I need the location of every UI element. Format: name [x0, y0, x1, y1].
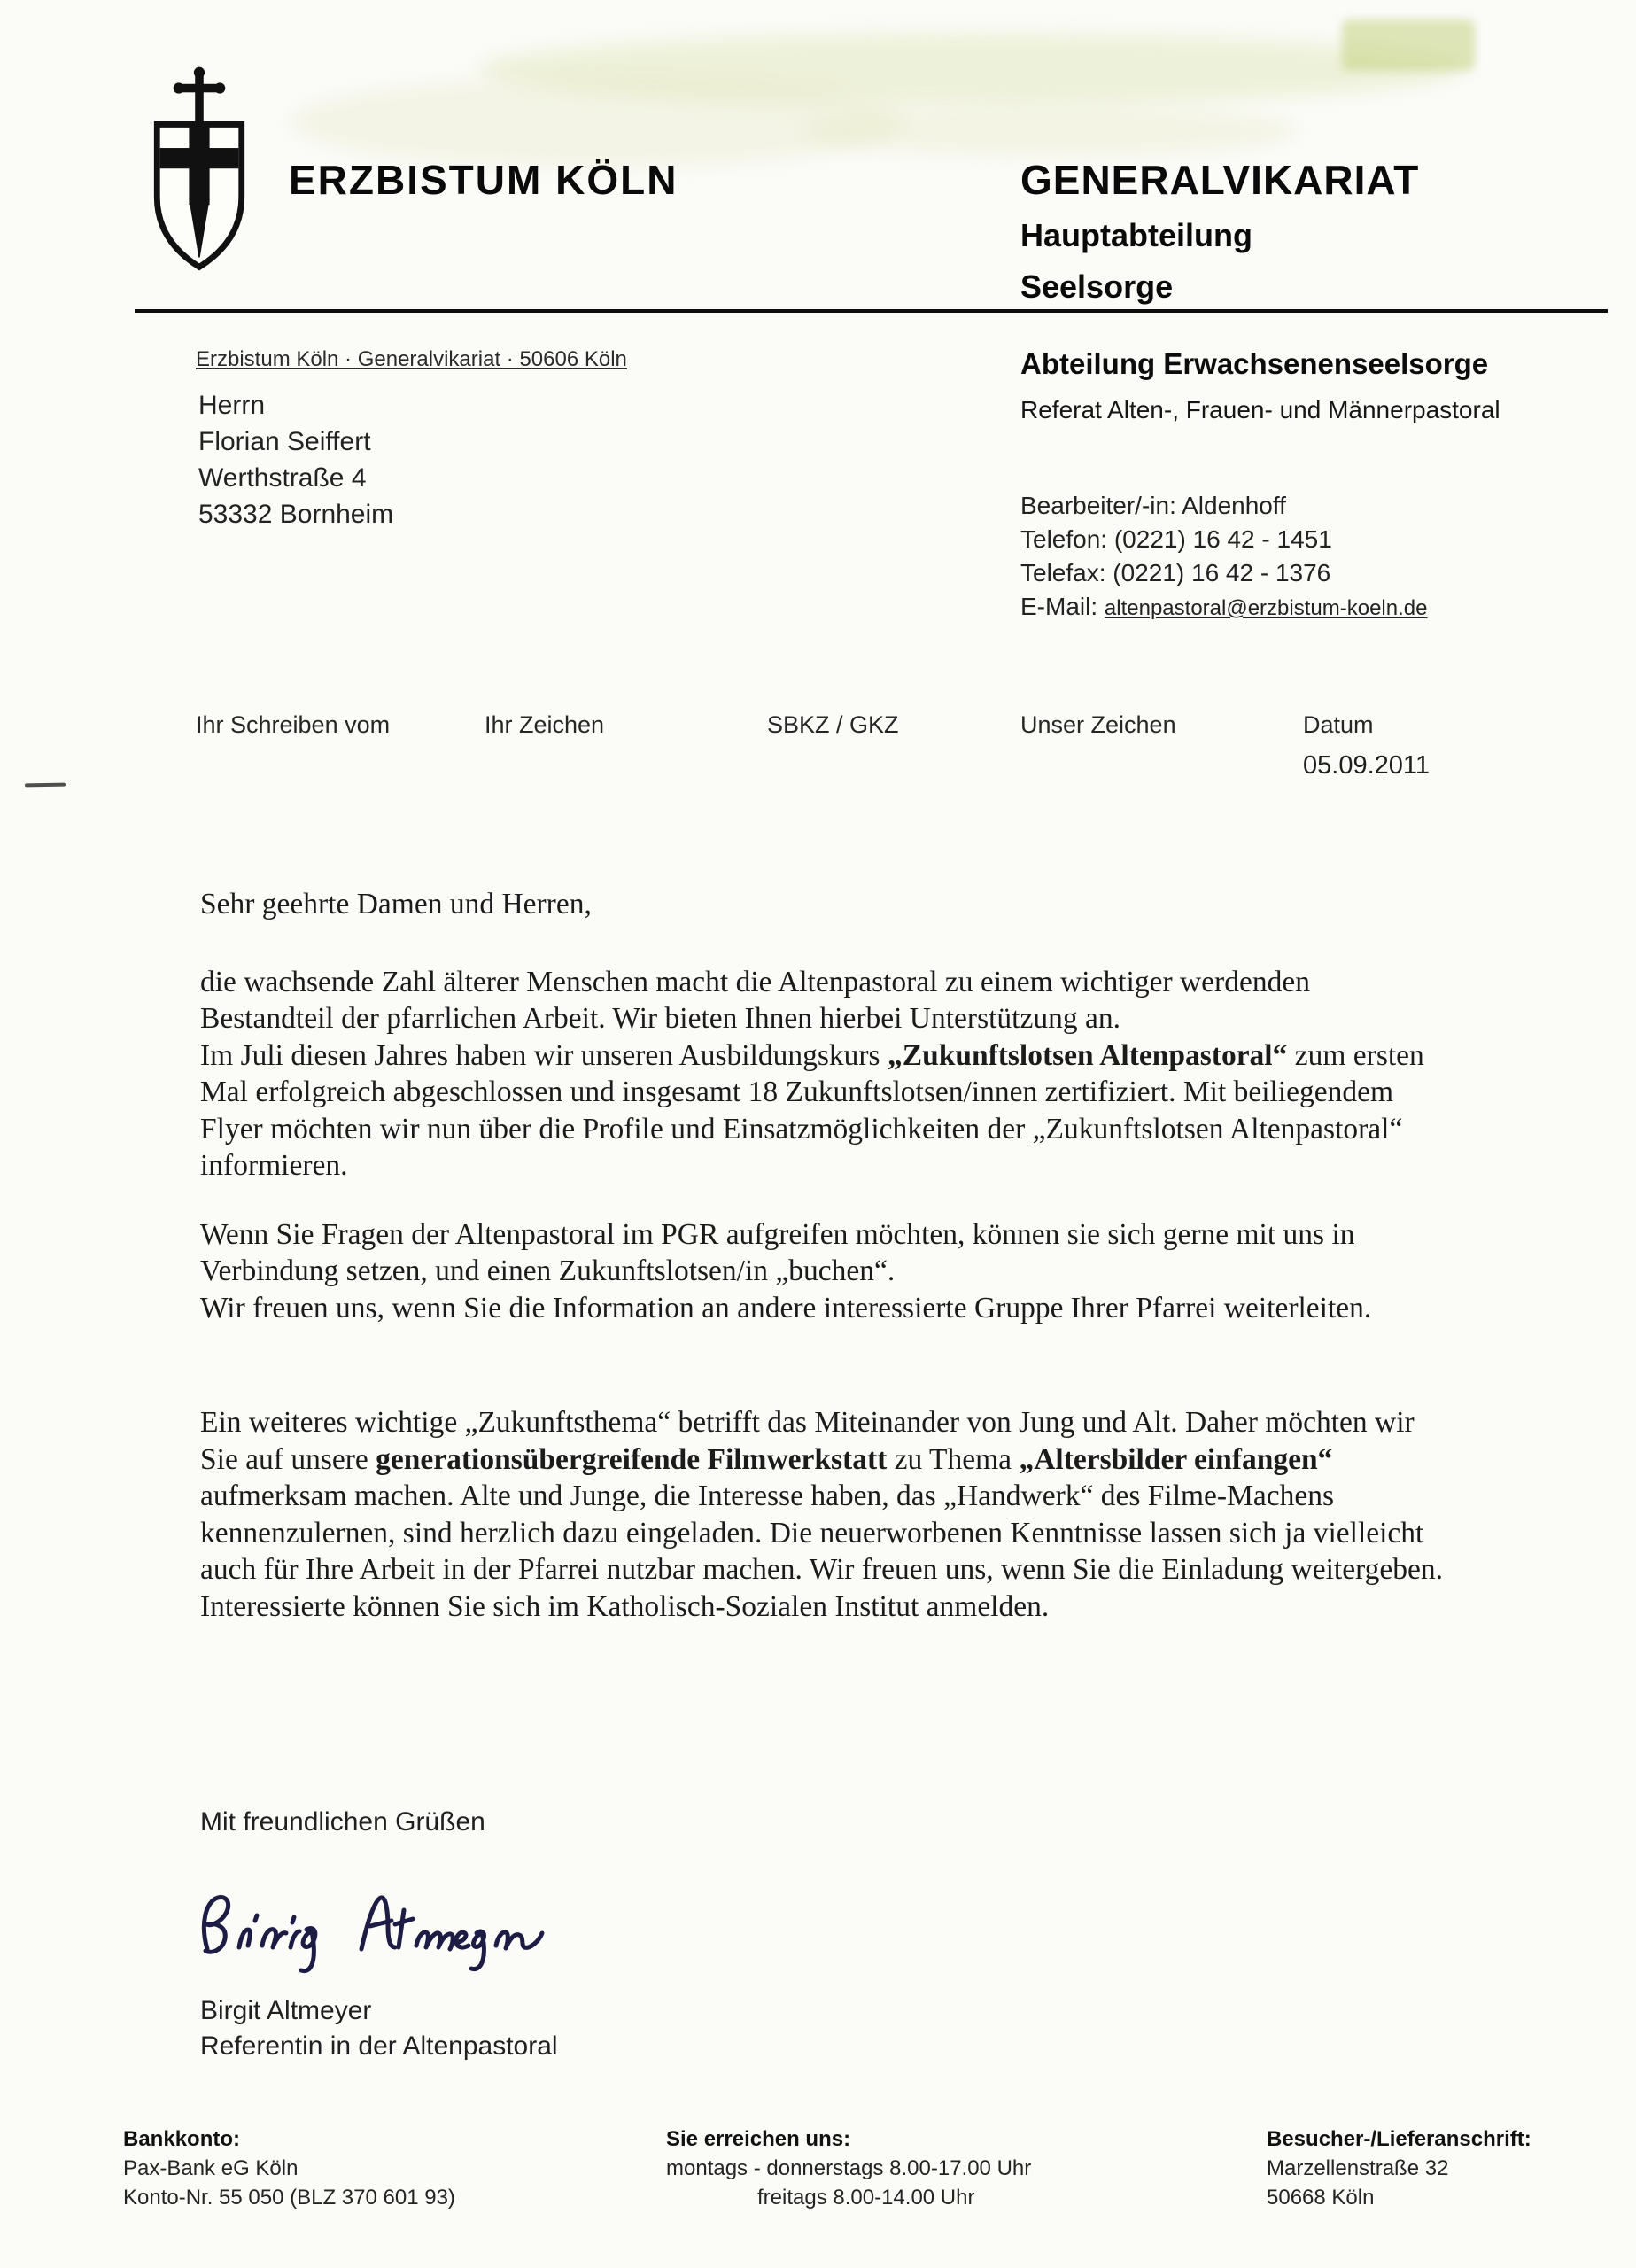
footer-hours-line: montags - donnerstags 8.00-17.00 Uhr [666, 2156, 1032, 2180]
paragraph-text-run: Im Juli diesen Jahres haben wir unseren Ausbildungskurs [200, 1038, 888, 1072]
phone-line: Telefon: (0221) 16 42 - 1451 [1020, 525, 1332, 553]
paragraph-text-run: die wachsende Zahl älterer Menschen macht die Altenpastoral zu einem wichtiger werdenden Bestandteil der pfarrlichen Arbeit. Wir bieten Ihnen hierbei Unterstützung an. [200, 965, 1310, 1035]
return-address-line: Erzbistum Köln · Generalvikariat · 50606 Köln [196, 347, 627, 371]
signature-block [200, 1993, 558, 2064]
closing-phrase: Mit freundlichen Grüßen [200, 1807, 485, 1837]
org-name: ERZBISTUM KÖLN [289, 157, 678, 203]
scan-artifact-highlight [802, 106, 1298, 155]
scan-artifact-highlight [1342, 19, 1475, 71]
paragraph-text-run: Ein weiteres wichtige „Zukunftsthema“ betrifft das Miteinander von Jung und Alt. Daher möchten wir Sie auf unsere [200, 1406, 1415, 1476]
footer-visitor-line: 50668 Köln [1267, 2186, 1375, 2210]
ref-label-datum: Datum [1303, 711, 1374, 738]
recipient-line: Herrn [198, 391, 266, 420]
department-subtitle: Referat Alten-, Frauen- und Männerpastoral [1020, 396, 1500, 423]
office-title: GENERALVIKARIAT [1020, 157, 1420, 203]
letter-paragraph [200, 964, 1451, 1037]
department-block [1020, 347, 1500, 424]
letter-paragraph [200, 1037, 1451, 1184]
letter-date: 05.09.2011 [1303, 751, 1430, 780]
recipient-address [198, 387, 393, 532]
ref-label-sbkz-gkz: SBKZ / GKZ [767, 711, 899, 738]
paragraph-text-run: Wenn Sie Fragen der Altenpastoral im PGR aufgreifen möchten, können sie sich gerne mit uns in Verbindung setzen, und einen Zukunftslotsen/in „buchen“. [200, 1217, 1355, 1287]
ref-label-ihr-schreiben: Ihr Schreiben vom [196, 711, 391, 738]
footer-bank-title: Bankkonto: [123, 2127, 240, 2151]
email-address: altenpastoral@erzbistum-koeln.de [1104, 596, 1428, 620]
office-subtitle-1: Hauptabteilung [1020, 217, 1252, 253]
department-title: Abteilung Erwachsenenseelsorge [1020, 347, 1489, 380]
email-line [1020, 590, 1427, 625]
paragraph-text-run: zum ersten Mal erfolgreich abgeschlossen und insgesamt 18 Zukunftslotsen/innen zertifiziert. Mit beiliegendem Flyer möchten wir nun über die Profile und Einsatzmöglichkeiten der „Zukunftslotsen Altenpastoral“ informieren. [200, 1038, 1424, 1182]
paragraph-text-run: Interessierte können Sie sich im Katholisch-Sozialen Institut anmelden. [200, 1589, 1050, 1623]
ref-label-unser-zeichen: Unser Zeichen [1020, 711, 1176, 738]
paragraph-text-run: zu Thema [887, 1442, 1020, 1476]
office-subtitle-2: Seelsorge [1020, 268, 1174, 305]
fax-line: Telefax: (0221) 16 42 - 1376 [1020, 559, 1331, 586]
contact-block [1020, 489, 1427, 625]
letter-paragraph [200, 1290, 1451, 1327]
footer-hours [666, 2124, 1031, 2212]
paragraph-bold-run: „Zukunftslotsen Altenpastoral“ [887, 1038, 1288, 1072]
letter-paragraph [200, 1216, 1451, 1290]
signer-name: Birgit Altmeyer [200, 1996, 372, 2025]
footer-bank [123, 2124, 455, 2212]
footer-visitor-line: Marzellenstraße 32 [1267, 2156, 1449, 2180]
signature-handwriting [188, 1871, 560, 1991]
clerk-line: Bearbeiter/-in: Aldenhoff [1020, 492, 1286, 519]
fold-mark [25, 783, 66, 788]
paragraph-bold-run: generationsübergreifende Filmwerkstatt [376, 1442, 888, 1476]
paragraph-text-run: Wir freuen uns, wenn Sie die Information an andere interessierte Gruppe Ihrer Pfarrei weiterleiten. [200, 1291, 1372, 1324]
footer-bank-line: Konto-Nr. 55 050 (BLZ 370 601 93) [123, 2186, 455, 2210]
footer-visitor-title: Besucher-/Lieferanschrift: [1267, 2127, 1531, 2151]
email-label: E-Mail: [1020, 593, 1105, 620]
erzbistum-koeln-crest-icon [133, 62, 266, 288]
office-block [1020, 156, 1419, 306]
recipient-line: Werthstraße 4 [198, 463, 367, 493]
header-divider [135, 309, 1608, 313]
footer-bank-line: Pax-Bank eG Köln [123, 2156, 299, 2180]
signer-role: Referentin in der Altenpastoral [200, 2031, 558, 2061]
letter-body [200, 886, 1451, 1625]
scan-artifact-highlight [292, 78, 903, 167]
paragraph-text-run: aufmerksam machen. Alte und Junge, die Interesse haben, das „Handwerk“ des Filme-Machens kennenzulernen, sind herzlich dazu eingeladen. Die neuerworbenen Kenntnisse lassen sich ja vielleicht auch für Ihre Arbeit in der Pfarrei nutzbar machen. Wir freuen uns, wenn Sie die Einladung weitergeben. [200, 1480, 1443, 1586]
letter-paragraphs [200, 964, 1451, 1626]
recipient-line: 53332 Bornheim [198, 500, 394, 529]
footer-hours-title: Sie erreichen uns: [666, 2127, 851, 2151]
paragraph-bold-run: „Altersbilder einfangen“ [1019, 1442, 1333, 1476]
scan-artifact-highlight [478, 34, 1462, 105]
salutation: Sehr geehrte Damen und Herren, [200, 888, 592, 920]
footer-hours-line: freitags 8.00-14.00 Uhr [757, 2186, 975, 2210]
footer-visitor-address [1267, 2124, 1531, 2212]
letter-paragraph [200, 1404, 1451, 1588]
letter-paragraph [200, 1588, 1451, 1626]
ref-label-ihr-zeichen: Ihr Zeichen [485, 711, 605, 738]
recipient-line: Florian Seiffert [198, 427, 371, 456]
